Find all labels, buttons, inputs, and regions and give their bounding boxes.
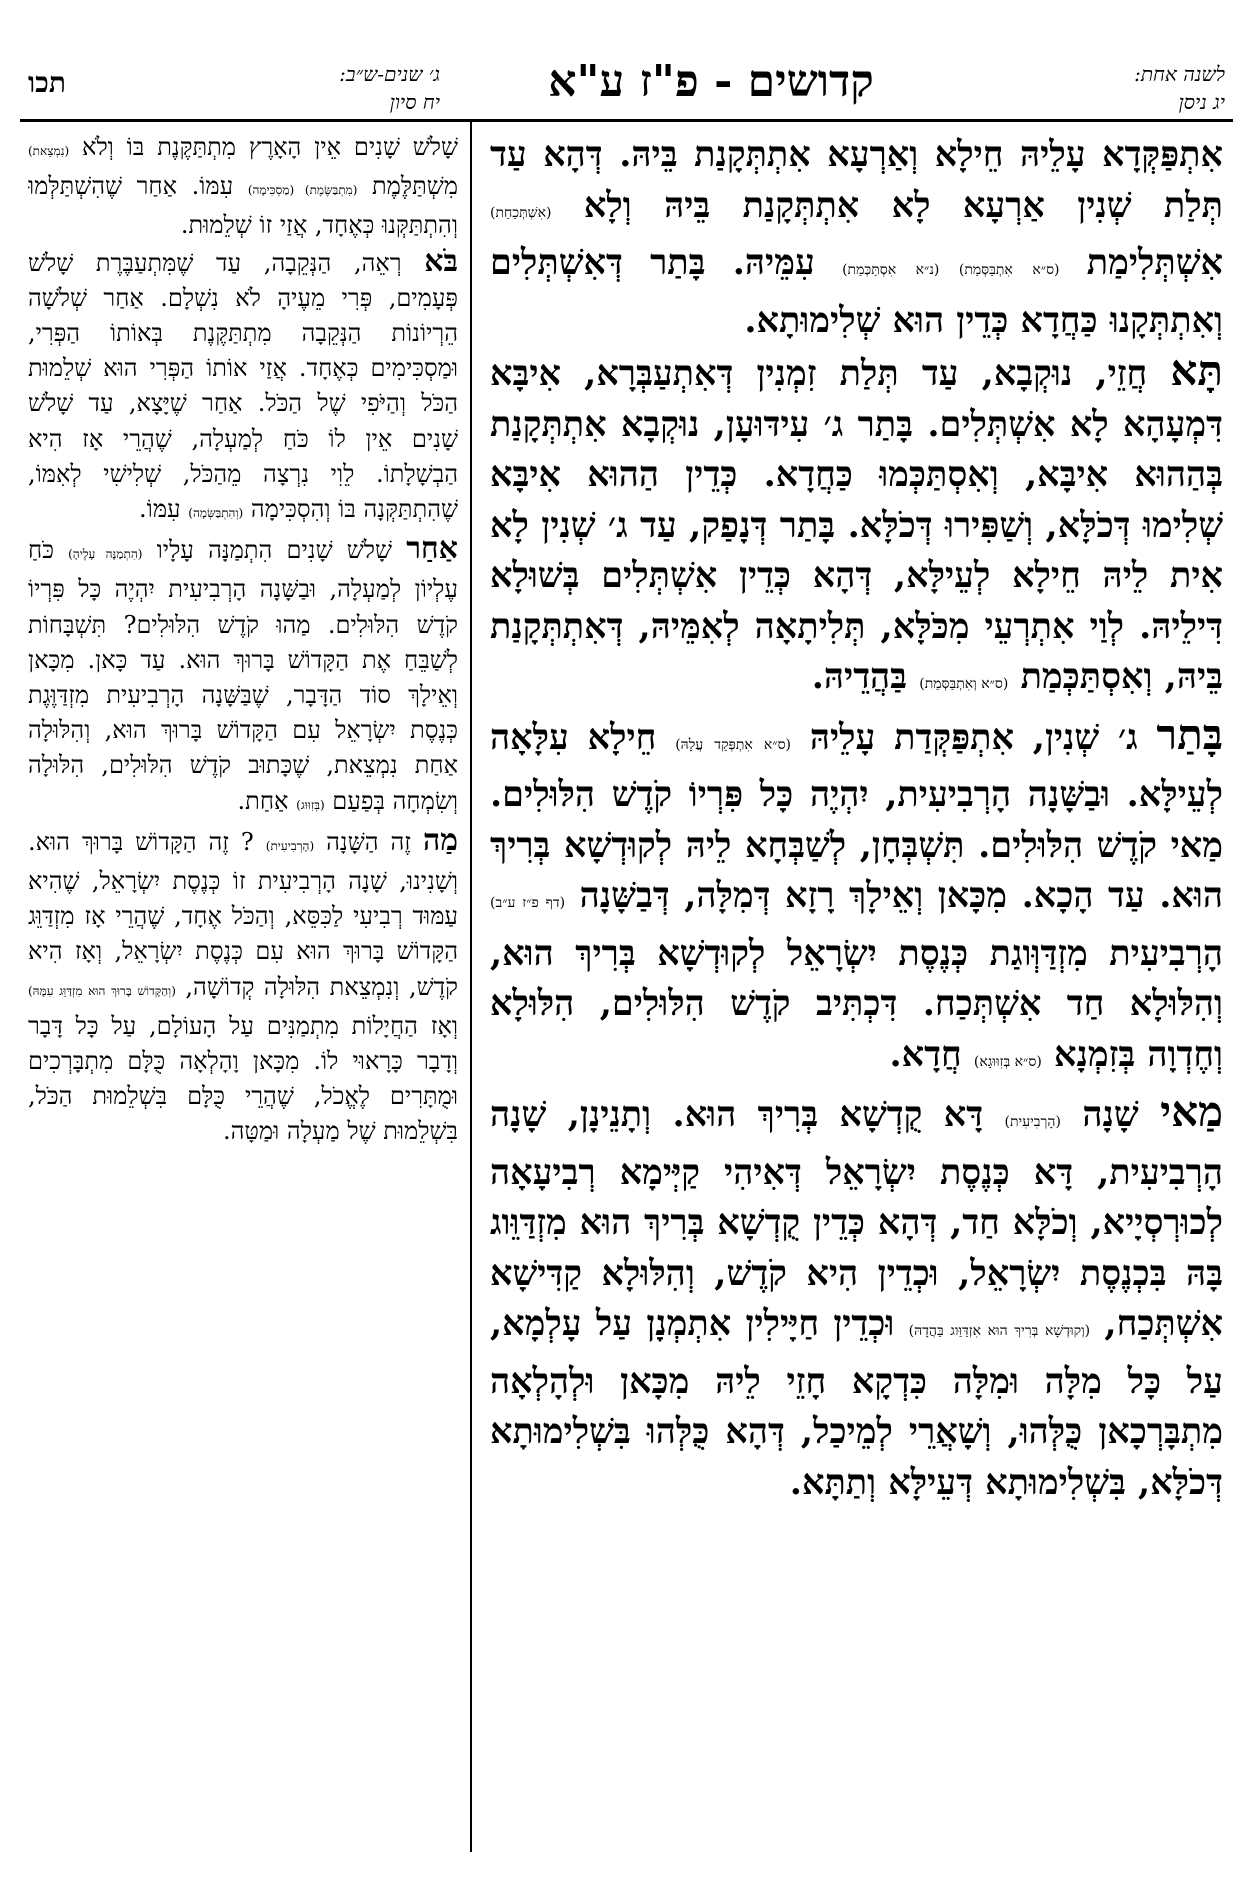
main-text: אִשְׁתְּלִימַת (1086, 242, 1223, 283)
variant-note: (מִתְבַּשֶּׂמֶת) (מַסְכִּימָה) (247, 183, 358, 198)
side-paragraph-2 (28, 244, 458, 532)
variant-note: (נִמְצֵאת) (28, 144, 70, 158)
side-paragraph-4 (28, 823, 458, 1150)
variant-note: (ס״א וְאִתְבַּסְּמַת) (919, 676, 1009, 692)
variant-note: (ס״א בְּזִוּוּגָא) (973, 1053, 1042, 1070)
side-text: ? זֶה הַקָּדוֹשׁ בָּרוּךְ הוּא. וְשָׁנִינוּ, שָׁנָה הָרְבִיעִית זוֹ כְּנֶסֶת יִשְׂרָאֵל, שֶׁהִיא עַמּוּד רְבִיעִי לַכִּסֵּא, וְהַכֹּל אֶחָד, שֶׁהֲרֵי אָז מִזְדַּוֵּג הַקָּדוֹשׁ בָּרוּךְ הוּא עִם כְּנֶסֶת יִשְׂרָאֵל, וְאָז הִיא קֹדֶשׁ, וְנִמְצֵאת הִלּוּלָה קְדוֹשָׁה, (28, 827, 458, 1001)
main-paragraph-2 (490, 346, 1223, 710)
side-text: עִמּוֹ. אַחַר שֶׁהִשְׁתַּלְּמוּ וְהִתְתַּקְּנוּ כְּאֶחָד, אֲזַי זוֹ שְׁלֵמוּת. (28, 172, 458, 240)
page-header (0, 0, 1253, 120)
lead-word: תָּא (1170, 346, 1223, 395)
variant-note: (ס״א אִתְבַּסְּמַת) (נ״א אִסְתַּכְּמַת) (842, 262, 1060, 278)
main-text: שָׁנָה (1082, 1094, 1139, 1135)
main-paragraph-1 (490, 130, 1223, 346)
main-paragraph-3 (490, 710, 1223, 1088)
lead-word: בֹּא (424, 243, 458, 279)
side-text: שָׁלֹשׁ שָׁנִים הִתְמַנָּה עָלָיו (156, 536, 392, 565)
lead-word: בָּתַר (1156, 709, 1223, 759)
side-text: שָׁלֹשׁ שָׁנִים אֵין הָאָרֶץ מִתְתַּקֶּנֶת בּוֹ וְלֹא (82, 133, 458, 161)
column-divider (470, 122, 472, 1852)
variant-note: (בְּזִוּוּג) (296, 797, 325, 812)
lead-word: מַאי (1160, 1087, 1223, 1136)
main-text: ג׳ שְׁנִין, אִתְפַּקְּדַת עָלֵיהּ (809, 716, 1138, 758)
variant-note: (הָרְבִיעִית) (265, 838, 315, 853)
header-right-line1: לשנה אחת: (1134, 62, 1225, 86)
side-text: מִשְׁתַּלֶּמֶת (372, 172, 458, 201)
side-paragraph-3 (28, 531, 458, 823)
side-text: עִמּוֹ. (139, 495, 181, 524)
variant-note: (אִשְׁתְּכַחַת) (490, 204, 552, 221)
main-text: דָּא קֻדְשָׁא בְּרִיךְ הוּא. וְתָנֵינָן, שָׁנָה הָרְבִיעִית, דָּא כְּנֶסֶת יִשְׂרָאֵל דְּאִיהִי קַיְּימָא רְבִיעָאָה לְכוּרְסְיָיא, וְכֹלָּא חַד, דְּהָא כְּדֵין קֻדְשָׁא בְּרִיךְ הוּא מִזְדַּוֵּוג בָּהּ בִּכְנֶסֶת יִשְׂרָאֵל, וּכְדֵין הִיא קֹדֶשׁ, וְהִלּוּלָא קַדִּישָׁא אִשְׁתְּכַח, (490, 1094, 1223, 1344)
header-left-line2: יח סיון (389, 90, 440, 114)
lead-word: מַה (422, 822, 458, 858)
header-right-line2: יג ניסן (1178, 90, 1225, 114)
side-text: וְאָז הַחֲיָלוֹת מִתְמַנִּים עַל הָעוֹלָם, עַל כָּל דָּבָר וְדָבָר כָּרָאוּי לוֹ. מִכָּאן וָהָלְאָה כֻּלָּם מִתְבָּרְכִים וּמֻתָּרִים לֶאֱכֹל, שֶׁהֲרֵי כֻּלָּם בִּשְׁלֵמוּת הַכֹּל, בִּשְׁלֵמוּת שֶׁל מַעְלָה וּמַטָּה. (28, 1011, 458, 1146)
main-column-aramaic (490, 130, 1223, 1860)
header-divider (20, 119, 1233, 122)
main-paragraph-4 (490, 1087, 1223, 1508)
variant-note: (וְקוּדְשָׁא בְּרִיךְ הוּא אִזְדַּוַּוג בַּהֲדָהּ) (908, 1323, 1091, 1339)
main-text: עִמֵּיהּ. בָּתַר דְּאִשְׁתְּלִים וְאִתְתְּקָנוּ כַּחֲדָא כְּדֵין הוּא שְׁלִימוּתָא. (490, 242, 1223, 341)
main-text: הָרְבִיעִית מִזְדַּוְּוגַת כְּנֶסֶת יִשְׂרָאֵל לְקוּדְשָׁא בְּרִיךְ הוּא, וְהִלּוּלָא חַד אִשְׁתְּכַח. דִּכְתִּיב קֹדֶשׁ הִלּוּלִים, הִלּוּלָא וְחֶדְוָה בְּזִמְנָא (490, 932, 1223, 1075)
main-text: חֲזֵי, נוּקְבָא, עַד תְּלַת זִמְנִין דְּאִתְעַבְּרָא, אִיבָּא דִּמְעָהָא לָא אִשְׁתְּלִים. בָּתַר ג׳ עִידּוּעָן, נוּקְבָא אִתְתְּקָנַת בְּהַהוּא אִיבָּא, וְאִסְתַּכְּמוּ כַּחֲדָא. כְּדֵין הַהוּא אִיבָּא שְׁלִימוּ דְּכֹלָּא, וְשַׁפִּירוּ דְּכֹלָּא. בָּתַר דְּנָפַק, עַד ג׳ שְׁנִין לָא אִית לֵיהּ חֵילָא לְעֵילָּא, דְּהָא כְּדֵין אִשְׁתְּלִים בְּשׁוּלָא דִּילֵיהּ. לְוַי אִתְרְעֵי מִכֹּלָּא, תְּלִיתָאָה לְאִמֵּיהּ, דְּאִתְתְּקָנַת בֵּיהּ, וְאִסְתַּכְּמַת (490, 353, 1223, 697)
lead-word: אַחַר (406, 531, 458, 567)
variant-note: (וְהִתְבַּשְּׂמָה) (188, 506, 244, 521)
variant-note: (ס״א אִתְפְּקַד עֲלָהּ) (675, 736, 792, 753)
variant-note: (וְהַקָּדוֹשׁ בָּרוּךְ הוּא מִזְדַּוֵּג עִמָּהּ) (28, 983, 176, 998)
main-text: בַּהֲדֵיהּ. (811, 656, 908, 697)
side-text: רְאֵה, הַנְּקֵבָה, עַד שֶׁמִּתְעַבֶּרֶת שָׁלֹשׁ פְּעָמִים, פְּרִי מֵעֶיהָ לֹא נִשְׁלָם. אַחַר שְׁלֹשָׁה הֵרְיוֹנוֹת הַנְּקֵבָה מִתְתַּקֶּנֶת בְּאוֹתוֹ הַפְּרִי, וּמַסְכִּימִים כְּאֶחָד. אֲזַי אוֹתוֹ הַפְּרִי הוּא שְׁלֵמוּת הַכֹּל וְהַיֹּפִי שֶׁל הַכֹּל. אַחַר שֶׁיָּצָא, עַד שָׁלֹשׁ שָׁנִים אֵין לוֹ כֹּחַ לְמַעְלָה, שֶׁהֲרֵי אָז הִיא הַבְשָׁלָתוֹ. לֵוִי נִרְצָה מֵהַכֹּל, שְׁלִישִׁי לְאִמּוֹ, שֶׁהִתְתַּקְּנָה בּוֹ וְהִסְכִּימָה (28, 248, 458, 524)
side-paragraph-1 (28, 130, 458, 244)
side-text: אַחַת. (237, 786, 289, 815)
main-text: חֵילָא עִלָּאָה לְעֵילָּא. וּבַשָּׁנָה הָרְבִיעִית, יִהְיֶה כָּל פִּרְיוֹ קֹדֶשׁ הִלּוּלִים. מַאי קֹדֶשׁ הִלּוּלִים. תִּשְׁבְּחָן, לְשַׁבְּחָא לֵיהּ לְקוּדְשָׁא בְּרִיךְ הוּא. עַד הָכָא. מִכָּאן וְאֵילָךְ רָזָא דְּמִלָּה, דְּבַשָּׁנָה (490, 716, 1223, 916)
variant-note: (הִתְמַנָּה עָלֶיהָ) (68, 547, 143, 562)
page-title: קדושים - פ"ז ע"א (548, 56, 874, 107)
main-text: אִתְפַּקְּדָא עָלֵיהּ חֵילָא וְאַרְעָא אִתְתְּקָנַת בֵּיהּ. דְּהָא עַד תְּלַת שְׁנִין אַרְעָא לָא אִתְתְּקָנַת בֵּיהּ וְלָא (490, 134, 1223, 226)
variant-note: (הָרְבִיעִית) (1004, 1114, 1061, 1130)
page-number: תכו (28, 66, 66, 99)
page-reference: (דף פ״ז ע״ב) (490, 895, 566, 911)
side-column-hebrew-translation (28, 130, 458, 1860)
side-text: זֶה הַשָּׁנָה (326, 827, 411, 856)
main-text: חֲדָא. (889, 1033, 962, 1075)
header-left-line1: ג׳ שנים-ש״ב: (339, 62, 440, 86)
side-text: כֹּחַ עֶלְיוֹן לְמַעְלָה, וּבַשָּׁנָה הָרְבִיעִית יִהְיֶה כָּל פִּרְיוֹ קֹדֶשׁ הִלּוּלִים. מַהוּ קֹדֶשׁ הִלּוּלִים? תִּשְׁבָּחוֹת לְשַׁבֵּחַ אֶת הַקָּדוֹשׁ בָּרוּךְ הוּא. עַד כָּאן. מִכָּאן וְאֵילָךְ סוֹד הַדָּבָר, שֶׁבַּשָּׁנָה הָרְבִיעִית מִזְדַּוֶּגֶת כְּנֶסֶת יִשְׂרָאֵל עִם הַקָּדוֹשׁ בָּרוּךְ הוּא, וְהִלּוּלָה אַחַת נִמְצֵאת, שֶׁכָּתוּב קֹדֶשׁ הִלּוּלִים, הִלּוּלָה וְשִׂמְחָה בְּפַעַם (28, 536, 458, 815)
main-text: וּכְדֵין חַיָּילִין אִתְמְנָן עַל עָלְמָא, עַל כָּל מִלָּה וּמִלָּה כִּדְקָא חָזֵי לֵיהּ מִכָּאן וּלְהָלְאָה מִתְבָּרְכָאן כֻּלְּהוּ, וְשָׁאֲרֵי לְמֵיכַל, דְּהָא כֻּלְּהוּ בִּשְׁלִימוּתָא דְּכֹלָּא, בִּשְׁלִימוּתָא דְּעֵילָּא וְתַתָּא. (490, 1303, 1223, 1503)
